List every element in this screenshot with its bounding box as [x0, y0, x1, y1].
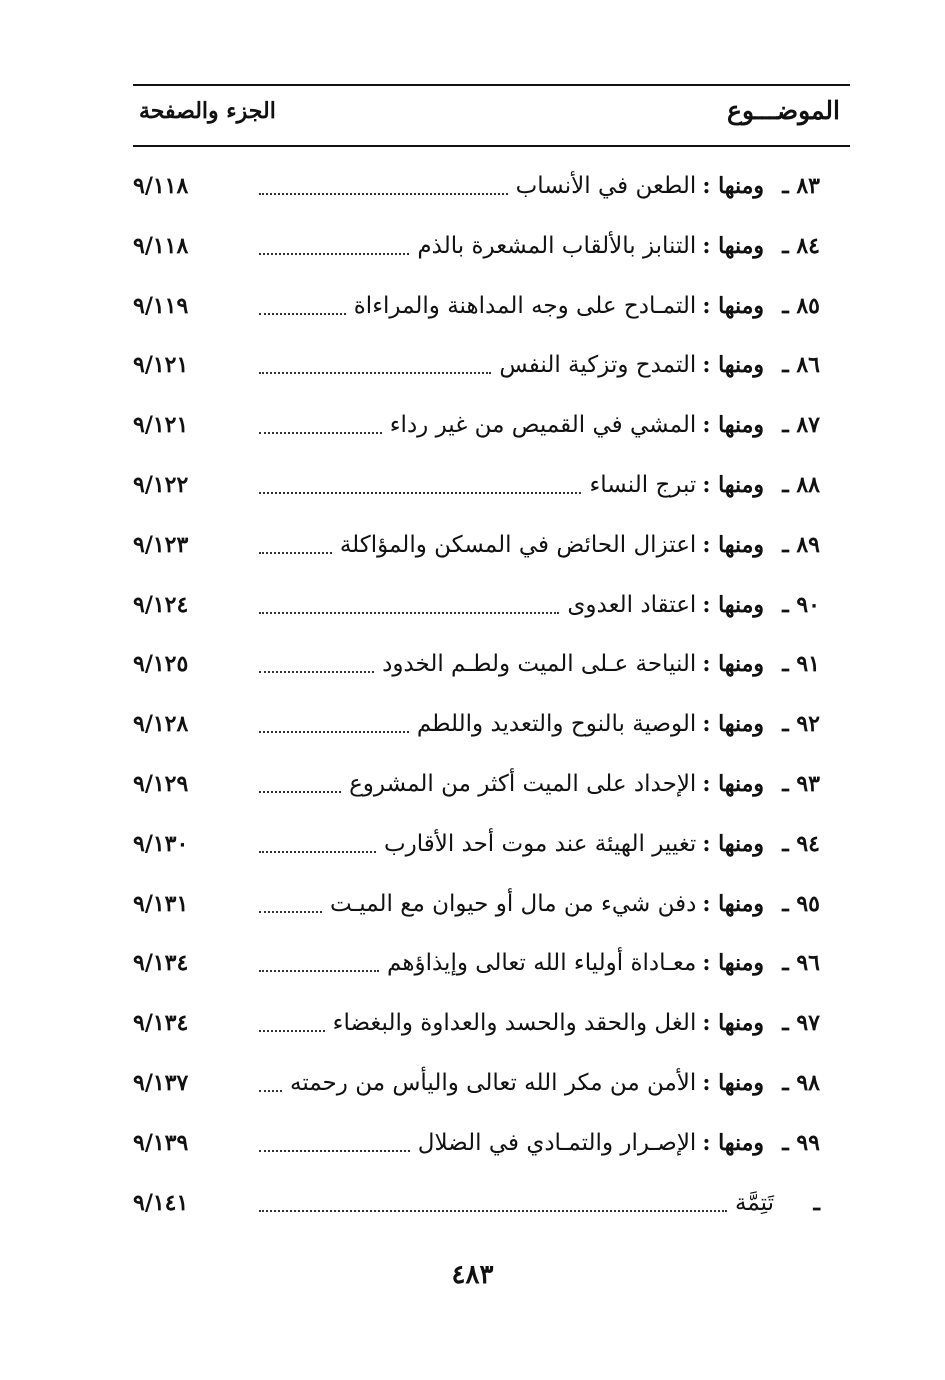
- dot-leader: [259, 312, 346, 315]
- header-bottom-rule: [133, 145, 850, 147]
- entry-number: ٩٥ ـ: [782, 891, 820, 917]
- entry-title: اعتزال الحائض في المسكن والمؤاكلة: [339, 532, 697, 558]
- entry-title: الإصـرار والتمـادي في الضلال: [417, 1130, 697, 1156]
- dot-leader: [259, 252, 409, 255]
- entry-title: تَتِمَّة: [735, 1190, 774, 1216]
- entry-label: ومنها :: [702, 412, 764, 438]
- dot-leader: [259, 371, 491, 374]
- index-entry: [133, 399, 850, 451]
- index-entry: [133, 1057, 850, 1109]
- entry-title: النياحة عـلى الميت ولطـم الخدود: [382, 651, 697, 677]
- entry-volume-page: ٩/١٣٤: [133, 1010, 189, 1036]
- entry-label: ومنها :: [702, 1070, 764, 1096]
- entry-label: ومنها :: [702, 173, 764, 199]
- dot-leader: [259, 1209, 727, 1212]
- entry-title: تغيير الهيئة عند موت أحد الأقارب: [383, 831, 697, 857]
- dot-leader: [259, 431, 382, 434]
- dot-leader: [259, 850, 376, 853]
- entry-volume-page: ٩/١٣٧: [133, 1070, 189, 1096]
- entry-volume-page: ٩/١٢٢: [133, 472, 189, 498]
- entry-number: ٩١ ـ: [782, 651, 820, 677]
- dot-leader: [259, 910, 322, 913]
- topic-column-header: الموضـــوع: [727, 96, 840, 125]
- entry-number: ٩٤ ـ: [782, 831, 820, 857]
- index-entry: [133, 758, 850, 810]
- entry-number: ٨٨ ـ: [782, 472, 820, 498]
- entry-title: المشي في القميص من غير رداء: [389, 412, 697, 438]
- dot-leader: [259, 730, 409, 733]
- entry-title: اعتقاد العدوى: [567, 592, 697, 618]
- entry-number: ٨٩ ـ: [782, 532, 820, 558]
- entry-title: معـاداة أولياء الله تعالى وإيذاؤهم: [387, 950, 697, 976]
- entry-title: الأمن من مكر الله تعالى واليأس من رحمته: [289, 1070, 697, 1096]
- index-entry: [133, 638, 850, 690]
- dot-leader: [259, 670, 374, 673]
- entry-volume-page: ٩/١٢٩: [133, 771, 189, 797]
- dot-leader: [259, 551, 332, 554]
- index-entry: [133, 1117, 850, 1169]
- entry-volume-page: ٩/١٣٤: [133, 950, 189, 976]
- index-entry: [133, 280, 850, 332]
- entry-label: ومنها :: [702, 651, 764, 677]
- header-top-rule: [133, 84, 850, 86]
- entry-title: التمـادح على وجه المداهنة والمراءاة: [353, 293, 697, 319]
- entry-label: ومنها :: [702, 532, 764, 558]
- entry-title: الغل والحقد والحسد والعداوة والبغضاء: [332, 1010, 697, 1036]
- entry-number: ٨٤ ـ: [782, 233, 820, 259]
- entry-number: ٩٩ ـ: [782, 1130, 820, 1156]
- entry-volume-page: ٩/١٣٩: [133, 1130, 189, 1156]
- index-entry: [133, 459, 850, 511]
- entry-volume-page: ٩/١٣٠: [133, 831, 189, 857]
- entry-volume-page: ٩/١٢٤: [133, 592, 189, 618]
- index-entry: [133, 519, 850, 571]
- entry-label: ومنها :: [702, 950, 764, 976]
- entry-number: ٨٥ ـ: [782, 293, 820, 319]
- entry-title: الإحداد على الميت أكثر من المشروع: [349, 771, 697, 797]
- entry-label: ومنها :: [702, 1130, 764, 1156]
- entry-number: ٩٧ ـ: [782, 1010, 820, 1036]
- entry-number: ٩٢ ـ: [782, 711, 820, 737]
- index-entry: [133, 878, 850, 930]
- entry-number: ـ: [813, 1190, 820, 1216]
- entry-number: ٨٦ ـ: [782, 352, 820, 378]
- dot-leader: [259, 790, 341, 793]
- entry-label: ومنها :: [702, 472, 764, 498]
- index-entry: [133, 937, 850, 989]
- dot-leader: [259, 192, 508, 195]
- index-entry: [133, 339, 850, 391]
- entry-title: الطعن في الأنساب: [515, 173, 697, 199]
- entry-label: ومنها :: [702, 1010, 764, 1036]
- entry-number: ٩٣ ـ: [782, 771, 820, 797]
- index-entry: [133, 1177, 850, 1229]
- dot-leader: [259, 1149, 410, 1152]
- dot-leader: [259, 611, 559, 614]
- entry-number: ٩٠ ـ: [782, 592, 820, 618]
- entry-number: ٩٨ ـ: [782, 1070, 820, 1096]
- entry-label: ومنها :: [702, 711, 764, 737]
- entry-title: دفن شيء من مال أو حيوان مع الميـت: [329, 891, 697, 917]
- entry-volume-page: ٩/١٤١: [133, 1190, 189, 1216]
- entry-label: ومنها :: [702, 831, 764, 857]
- dot-leader: [259, 1089, 282, 1092]
- entry-label: ومنها :: [702, 293, 764, 319]
- entry-label: ومنها :: [702, 771, 764, 797]
- entry-volume-page: ٩/١٢٨: [133, 711, 189, 737]
- index-entry: [133, 997, 850, 1049]
- entry-volume-page: ٩/١٢٥: [133, 651, 189, 677]
- index-entry: [133, 818, 850, 870]
- index-entry: [133, 698, 850, 750]
- entry-title: التمدح وتزكية النفس: [499, 352, 697, 378]
- dot-leader: [259, 491, 581, 494]
- dot-leader: [259, 969, 379, 972]
- entry-label: ومنها :: [702, 352, 764, 378]
- entry-title: التنابز بالألقاب المشعرة بالذم: [417, 233, 697, 259]
- entry-volume-page: ٩/١١٨: [133, 233, 189, 259]
- index-entry: [133, 220, 850, 272]
- entry-volume-page: ٩/١٢٣: [133, 532, 189, 558]
- entry-number: ٨٧ ـ: [782, 412, 820, 438]
- entry-number: ٩٦ ـ: [782, 950, 820, 976]
- page-number: ٤٨٣: [451, 1260, 494, 1290]
- dot-leader: [259, 1029, 325, 1032]
- entry-volume-page: ٩/١٣١: [133, 891, 189, 917]
- index-entry: [133, 160, 850, 212]
- volume-page-column-header: الجزء والصفحة: [139, 98, 276, 124]
- entry-volume-page: ٩/١٢١: [133, 352, 189, 378]
- entry-label: ومنها :: [702, 233, 764, 259]
- entry-volume-page: ٩/١٢١: [133, 412, 189, 438]
- entry-title: الوصية بالنوح والتعديد واللطم: [416, 711, 697, 737]
- entry-title: تبرج النساء: [589, 472, 697, 498]
- entry-number: ٨٣ ـ: [782, 173, 820, 199]
- entry-volume-page: ٩/١١٨: [133, 173, 189, 199]
- entry-volume-page: ٩/١١٩: [133, 293, 189, 319]
- entry-label: ومنها :: [702, 891, 764, 917]
- table-header: [133, 96, 850, 136]
- index-entry: [133, 579, 850, 631]
- entry-label: ومنها :: [702, 592, 764, 618]
